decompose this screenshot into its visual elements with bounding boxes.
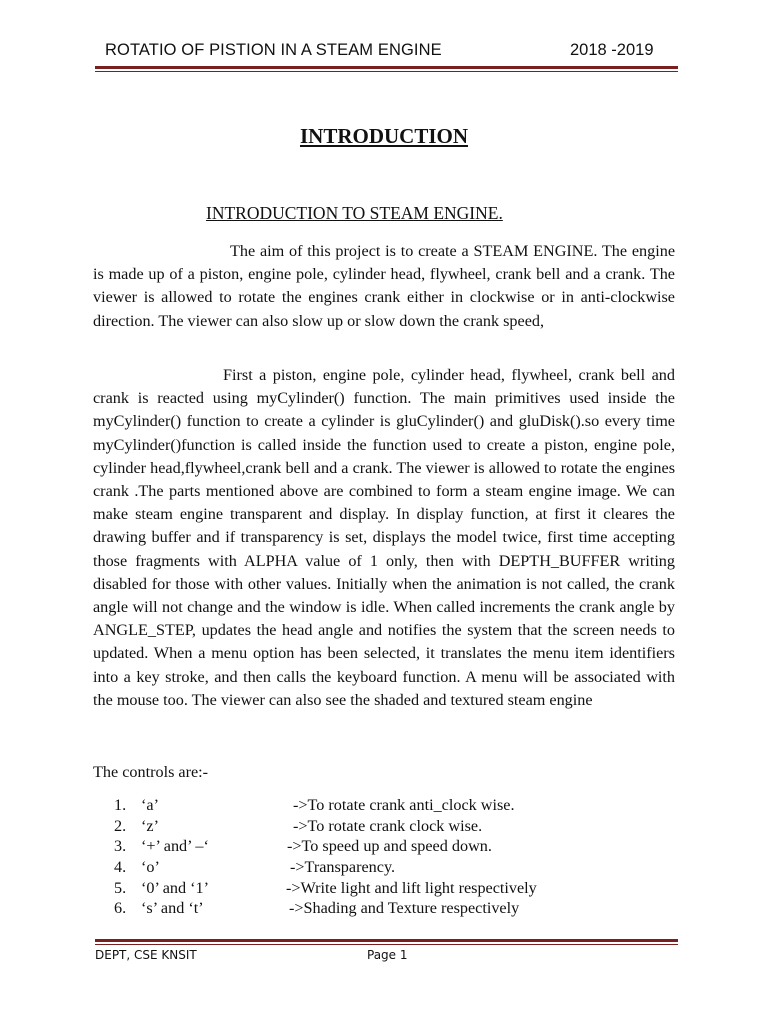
list-item — [93, 857, 653, 878]
item-description: ->To rotate crank clock wise. — [293, 816, 483, 835]
item-number: 5. — [114, 878, 127, 897]
item-key: ‘o’ — [141, 858, 160, 877]
item-number: 4. — [114, 858, 127, 877]
item-description: ->To speed up and speed down. — [287, 837, 492, 856]
item-number: 6. — [114, 899, 127, 918]
item-description: ->Transparency. — [290, 858, 396, 877]
page-number: Page 1 — [367, 948, 408, 962]
item-description: ->Shading and Texture respectively — [289, 899, 520, 918]
item-description: ->To rotate crank anti_clock wise. — [293, 796, 515, 814]
controls-list — [93, 795, 653, 919]
item-key: ‘+’ and’ –‘ — [141, 837, 209, 856]
item-number: 2. — [114, 816, 127, 835]
header-rule-thick — [95, 66, 678, 69]
item-key: ‘0’ and ‘1’ — [141, 878, 210, 897]
controls-intro: The controls are:- — [93, 763, 209, 781]
section-subheading: INTRODUCTION TO STEAM ENGINE. — [206, 203, 503, 223]
item-number: 3. — [114, 837, 127, 856]
list-item — [93, 816, 653, 837]
item-key: ‘z’ — [141, 816, 159, 835]
item-key: ‘s’ and ‘t’ — [141, 899, 204, 918]
item-description: ->Write light and lift light respectively — [286, 878, 537, 897]
list-item — [93, 878, 653, 899]
footer-department: DEPT, CSE KNSIT — [95, 948, 197, 962]
footer-rule-thick — [95, 939, 678, 942]
footer-rule-thin — [95, 944, 678, 945]
item-number: 1. — [114, 796, 127, 814]
list-item — [93, 836, 653, 857]
header-rule-thin — [95, 71, 678, 72]
list-item — [93, 898, 653, 919]
header-year: 2018 -2019 — [570, 41, 654, 59]
item-key: ‘a’ — [141, 796, 159, 814]
page-title: INTRODUCTION — [299, 124, 469, 148]
description-paragraph: First a piston, engine pole, cylinder head, flywheel, crank bell and crank is reacted using myCylinder() function. The main primitives used inside the myCylinder() function to create a cylinder is gluCylinder() and gluDisk().so every time myCylinder()function is called inside the function used to create a piston, engine pole, cylinder head,flywheel,crank bell and a crank. The viewer is allowed to rotate the engines crank .The parts mentioned above are combined to form a steam engine image. We can make steam engine transparent and display. In display function, at first it cleares the drawing buffer and if transparency is set, displays the model twice, first time accepting those fragments with ALPHA value of 1 only, then with DEPTH_BUFFER writing disabled for those with other values. Initially when the animation is not called, the crank angle will not change and the window is idle. When called increments the crank angle by ANGLE_STEP, updates the head angle and notifies the system that the screen needs to updated. When a menu option has been selected, it translates the menu item identifiers into a key stroke, and then calls the keyboard function. A menu will be associated with the mouse too. The viewer can also see the shaded and textured steam engine — [93, 366, 675, 709]
intro-paragraph: The aim of this project is to create a STEAM ENGINE. The engine is made up of a piston, engine pole, cylinder head, flywheel, crank bell and a crank. The viewer is allowed to rotate the engines crank either in clockwise or in anti-clockwise direction. The viewer can also slow up or slow down the crank speed, — [93, 242, 675, 330]
list-item — [93, 795, 653, 816]
header-title: ROTATIO OF PISTION IN A STEAM ENGINE — [105, 41, 442, 59]
